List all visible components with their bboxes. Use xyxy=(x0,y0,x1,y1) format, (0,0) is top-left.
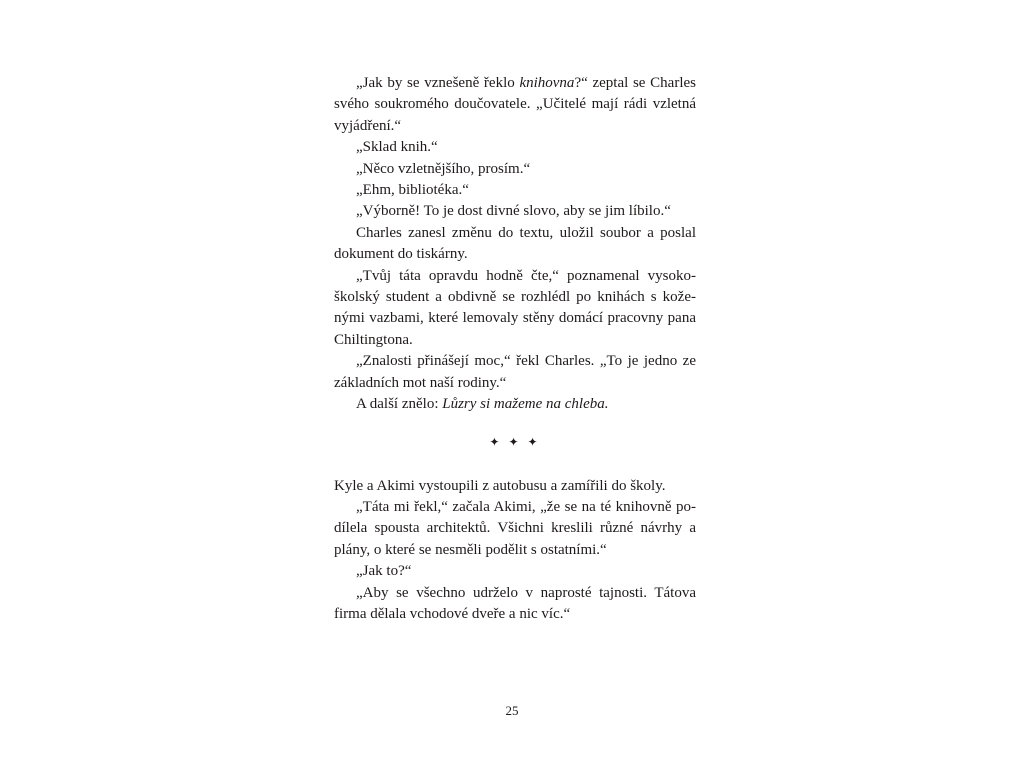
paragraph-line: „Tvůj táta opravdu hodně čte,“ poznamenal vysoko- xyxy=(356,267,696,284)
paragraph: Charles zanesl změnu do textu, uložil soubor a poslal dokument do tiskárny. xyxy=(334,224,696,263)
paragraph-line: dílela spousta architektů. Všichni kreslili různé návrhy a plány, o které se nesměli podělit s ostatními.“ xyxy=(334,520,696,558)
paragraph: „Znalosti přinášejí moc,“ řekl Charles. „To je jedno ze základních mot naší rodiny.“ xyxy=(334,353,696,391)
paragraph: „Aby se všechno udrželo v naprosté tajnosti. Tátova firma dělala vchodové dveře a nic víc.“ xyxy=(334,584,696,622)
paragraph: „Výborně! To je dost divné slovo, aby se jim líbilo.“ xyxy=(356,203,671,220)
text-run: „Jak by se vznešeně řeklo xyxy=(356,75,520,91)
page-number: 25 xyxy=(505,703,519,718)
paragraph-line: „Táta mi řekl,“ začala Akimi, „že se na té knihovně po- xyxy=(356,498,696,515)
italic-word: knihovna xyxy=(519,75,575,91)
text-run: A další znělo: xyxy=(356,396,443,413)
text-run: ?“ zeptal se Charles svého soukromého doučovatele. „Učitelé mají rádi vzletná vyjádření.“ xyxy=(334,75,696,134)
paragraph: „Ehm, bibliotéka.“ xyxy=(356,182,469,199)
paragraph xyxy=(334,394,696,415)
paragraph-line: nými vazbami, které lemovaly stěny domácí pracovny pana Chiltingtona. xyxy=(334,310,696,348)
section-break-ornament: ✦ ✦ ✦ xyxy=(489,434,541,449)
italic-phrase: Lůzry si mažeme na chleba. xyxy=(442,396,609,413)
paragraph: Kyle a Akimi vystoupili z autobusu a zamířili do školy. xyxy=(334,477,666,494)
paragraph: „Sklad knih.“ xyxy=(356,139,438,156)
paragraph xyxy=(334,73,696,137)
paragraph: „Jak to?“ xyxy=(356,563,412,580)
paragraph-line: školský student a obdivně se rozhlédl po knihách s kože- xyxy=(334,289,696,306)
paragraph: „Něco vzletnějšího, prosím.“ xyxy=(356,160,531,177)
page-text xyxy=(334,73,696,625)
